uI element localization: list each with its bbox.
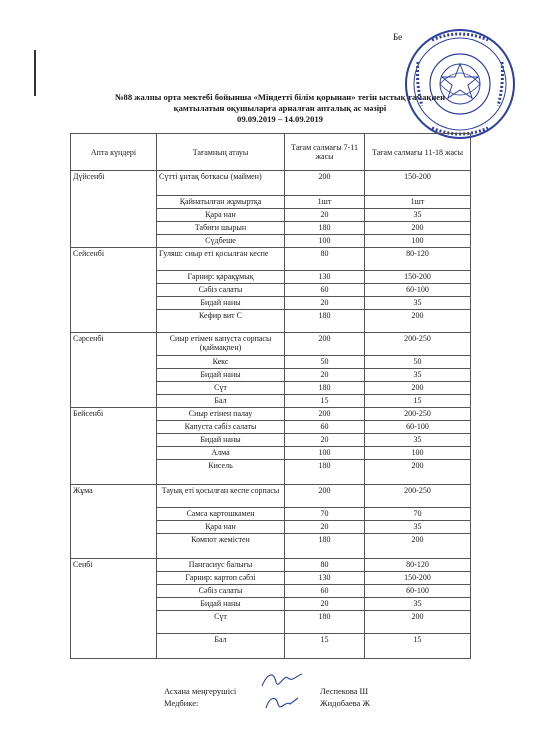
dish-cell: Қара нан [157,521,285,534]
dish-cell: Табиғи шырын [157,222,285,235]
weight-11-18-cell: 200-250 [365,333,471,356]
dish-cell: Тауық еті қосылған кеспе сорпасы [157,485,285,508]
weight-7-11-cell: 180 [285,310,365,333]
weight-7-11-cell: 80 [285,248,365,271]
weight-11-18-cell: 60-100 [365,284,471,297]
weight-11-18-cell: 35 [365,434,471,447]
weight-11-18-cell: 60-100 [365,421,471,434]
weight-7-11-cell: 200 [285,485,365,508]
dish-cell: Гуляш: сиыр еті қосылған кеспе [157,248,285,271]
dish-cell: Сиыр етімен капуста сорпасы (қаймақпен) [157,333,285,356]
weight-11-18-cell: 200 [365,460,471,485]
day-cell: Сенбі [71,559,157,659]
weight-11-18-cell: 15 [365,634,471,659]
weight-7-11-cell: 50 [285,356,365,369]
dish-cell: Гарнир: қарақұмық [157,271,285,284]
weight-11-18-cell: 200 [365,310,471,333]
weight-7-11-cell: 70 [285,508,365,521]
weight-11-18-cell: 200 [365,611,471,634]
weight-7-11-cell: 20 [285,369,365,382]
weight-11-18-cell: 35 [365,521,471,534]
table-row [71,559,471,572]
dish-cell: Кефир вит С [157,310,285,333]
title-line-2: қамтылатын оқушыларға арналған апталық ас мәзірі [173,103,387,113]
weight-7-11-cell: 60 [285,585,365,598]
dish-cell: Пангасиус балығы [157,559,285,572]
day-cell: Бейсенбі [71,408,157,485]
weight-11-18-cell: 150-200 [365,271,471,284]
weight-11-18-cell: 15 [365,395,471,408]
weight-7-11-cell: 200 [285,171,365,196]
header-weight-11-18: Тағам салмағы 11-18 жасы [365,134,471,171]
dish-cell: Сүт [157,382,285,395]
weight-7-11-cell: 130 [285,271,365,284]
day-cell: Сейсенбі [71,248,157,333]
weight-11-18-cell: 1шт [365,196,471,209]
header-weight-7-11: Тағам салмағы 7-11 жасы [285,134,365,171]
weight-7-11-cell: 20 [285,434,365,447]
title-line-3: 09.09.2019 – 14.09.2019 [237,114,323,124]
dish-cell: Бал [157,634,285,659]
dish-cell: Алма [157,447,285,460]
dish-cell: Компот жемістен [157,534,285,559]
scan-edge-mark [34,50,36,96]
weight-7-11-cell: 20 [285,297,365,310]
menu-table [70,133,471,659]
weight-11-18-cell: 80-120 [365,248,471,271]
handwritten-signature-2-icon [262,692,302,714]
dish-cell: Бидай наны [157,369,285,382]
weight-7-11-cell: 20 [285,521,365,534]
weight-7-11-cell: 180 [285,460,365,485]
dish-cell: Кисель [157,460,285,485]
dish-cell: Бидай наны [157,598,285,611]
handwritten-signature-1-icon [258,668,306,692]
signature-role-2: Медбике: [164,698,199,708]
weight-7-11-cell: 1шт [285,196,365,209]
weight-11-18-cell: 200-250 [365,408,471,421]
weight-7-11-cell: 80 [285,559,365,572]
weight-11-18-cell: 35 [365,297,471,310]
dish-cell: Сүтті ұнтақ боткасы (маймен) [157,171,285,196]
title-line-1: №88 жалпы орта мектебі бойынша «Міндетті білім қорынан» тегін ыстық тамақпен [114,92,446,102]
weight-7-11-cell: 100 [285,235,365,248]
weight-7-11-cell: 180 [285,534,365,559]
day-cell: Сәрсенбі [71,333,157,408]
day-cell: Дүйсенбі [71,171,157,248]
weight-7-11-cell: 15 [285,395,365,408]
weight-7-11-cell: 15 [285,634,365,659]
dish-cell: Самса картошкамен [157,508,285,521]
weight-7-11-cell: 180 [285,222,365,235]
dish-cell: Гарнир: картоп сәбзі [157,572,285,585]
dish-cell: Қара нан [157,209,285,222]
table-header-row [71,134,471,171]
dish-cell: Сүдбеше [157,235,285,248]
weight-11-18-cell: 35 [365,209,471,222]
weight-7-11-cell: 20 [285,598,365,611]
weight-7-11-cell: 60 [285,284,365,297]
weight-11-18-cell: 150-200 [365,572,471,585]
dish-cell: Сәбіз салаты [157,284,285,297]
weight-7-11-cell: 200 [285,408,365,421]
dish-cell: Бидай наны [157,434,285,447]
weight-7-11-cell: 200 [285,333,365,356]
weight-7-11-cell: 180 [285,382,365,395]
dish-cell: Сиыр етінен палау [157,408,285,421]
day-cell: Жұма [71,485,157,559]
dish-cell: Капуста сәбіз салаты [157,421,285,434]
signature-name-1: Леспекова Ш [320,686,369,696]
weight-11-18-cell: 70 [365,508,471,521]
weight-11-18-cell: 100 [365,235,471,248]
weight-11-18-cell: 35 [365,598,471,611]
weight-11-18-cell: 60-100 [365,585,471,598]
weight-11-18-cell: 80-120 [365,559,471,572]
weight-11-18-cell: 200 [365,222,471,235]
table-row [71,171,471,196]
weight-7-11-cell: 60 [285,421,365,434]
table-row [71,408,471,421]
header-dish: Тағамның атауы [157,134,285,171]
weight-7-11-cell: 130 [285,572,365,585]
weight-11-18-cell: 50 [365,356,471,369]
table-row [71,485,471,508]
dish-cell: Кекс [157,356,285,369]
table-row [71,333,471,356]
weight-7-11-cell: 100 [285,447,365,460]
dish-cell: Сәбіз салаты [157,585,285,598]
table-row [71,248,471,271]
weight-11-18-cell: 200 [365,382,471,395]
weight-11-18-cell: 150-200 [365,171,471,196]
top-label: Бе [393,32,403,42]
official-seal-icon [388,22,524,140]
weight-7-11-cell: 180 [285,611,365,634]
header-day: Апта күндері [71,134,157,171]
weight-7-11-cell: 20 [285,209,365,222]
weight-11-18-cell: 200-250 [365,485,471,508]
dish-cell: Бал [157,395,285,408]
weight-11-18-cell: 35 [365,369,471,382]
signature-role-1: Асхана меңгерушісі [164,686,237,696]
dish-cell: Бидай наны [157,297,285,310]
signature-name-2: Жидобаева Ж [320,698,371,708]
weight-11-18-cell: 100 [365,447,471,460]
weight-11-18-cell: 200 [365,534,471,559]
dish-cell: Қайнатылған жұмыртқа [157,196,285,209]
dish-cell: Сүт [157,611,285,634]
